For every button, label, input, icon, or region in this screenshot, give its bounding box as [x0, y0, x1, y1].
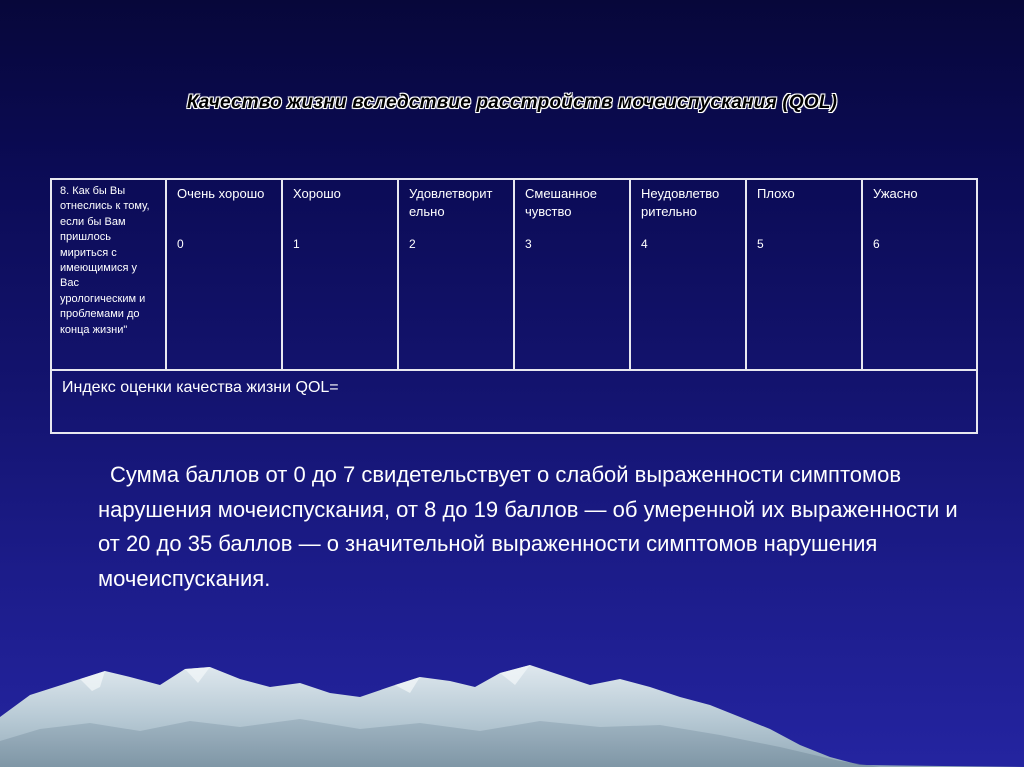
option-score: 4	[641, 237, 648, 251]
question-cell	[51, 179, 166, 370]
index-cell	[51, 370, 977, 433]
option-label: Хорошо	[293, 186, 341, 201]
option-cell	[398, 179, 514, 370]
table-row	[51, 370, 977, 433]
option-cell	[282, 179, 398, 370]
slide-title: Качество жизни вследствие расстройств мочеиспускания (QOL)	[186, 92, 838, 113]
option-cell	[862, 179, 977, 370]
table-row	[51, 179, 977, 370]
option-score: 3	[525, 237, 532, 251]
summary-text: Сумма баллов от 0 до 7 свидетельствует о слабой выраженности симптомов нарушения мочеиспускания, от 8 до 19 баллов — об умеренной их выраженности и от 20 до 35 баллов — о значительной выраженности симптомов нарушения мочеиспускания.	[98, 462, 958, 591]
option-label: Смешанное чувство	[525, 186, 598, 219]
option-label: Очень хорошо	[177, 186, 265, 201]
mountain-illustration	[0, 657, 1024, 767]
option-cell	[746, 179, 862, 370]
option-label: Плохо	[757, 186, 795, 201]
option-score: 6	[873, 237, 880, 251]
option-score: 5	[757, 237, 764, 251]
option-score: 2	[409, 237, 416, 251]
qol-table	[50, 178, 978, 434]
option-cell	[166, 179, 282, 370]
option-label: Удовлетворит ельно	[409, 186, 493, 219]
option-cell	[630, 179, 746, 370]
question-text: 8. Как бы Вы отнеслись к тому, если бы Вам пришлось мириться с имеющимися у Вас урологическим и проблемами до конца жизни"	[60, 185, 150, 336]
index-label: Индекс оценки качества жизни QOL=	[62, 379, 339, 396]
option-score: 0	[177, 237, 184, 251]
option-cell	[514, 179, 630, 370]
option-score: 1	[293, 237, 300, 251]
option-label: Ужасно	[873, 186, 918, 201]
option-label: Неудовлетво рительно	[641, 186, 720, 219]
